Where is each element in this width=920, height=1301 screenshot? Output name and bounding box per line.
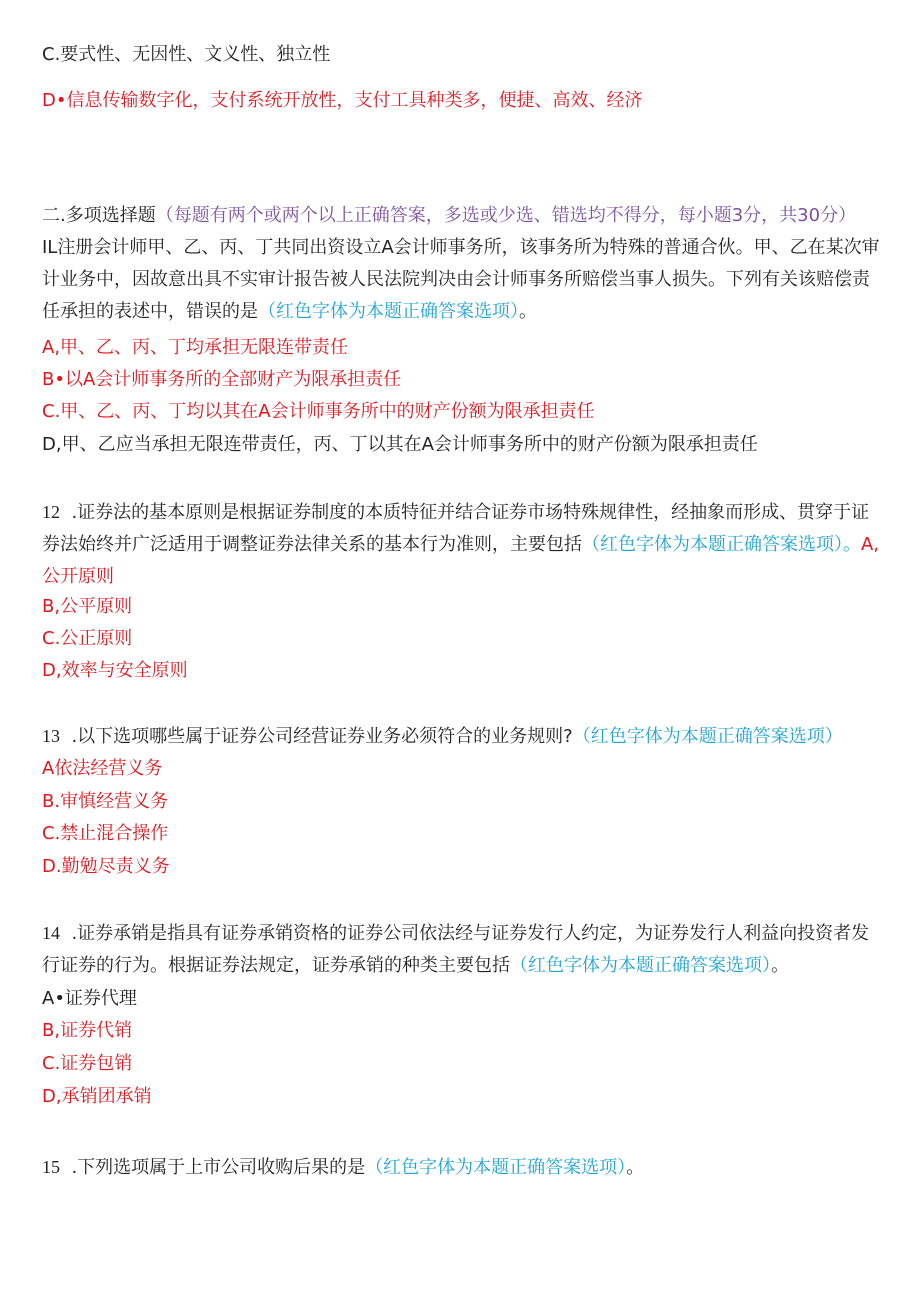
q11-hint: （红色字体为本题正确答案选项） xyxy=(258,301,519,322)
q13-option-a: A依法经营义务 xyxy=(42,758,163,779)
q11-option-b: B•以A会计师事务所的全部财产为限承担责任 xyxy=(42,369,402,390)
q13-option-c: C.禁止混合操作 xyxy=(42,823,169,844)
q11-stem-text: IL注册会计师甲、乙、丙、丁共同出资设立A会计师事务所，该事务所为特殊的普通合伙。甲、乙在某次审计业务中，因故意出具不实审计报告被人民法院判决由会计师事务所赔偿当事人损失。下列有关该赔偿责任承担的表述中，错误的是 xyxy=(42,237,880,322)
q13-hint: （红色字体为本题正确答案选项） xyxy=(572,726,843,747)
q15-stem-text: .下列选项属于上市公司收购后果的是 xyxy=(71,1157,366,1178)
q14-stem xyxy=(42,917,884,982)
q12-hint: （红色字体为本题正确答案选项）。 xyxy=(582,534,861,555)
q12-stem-text: .证券法的基本原则是根据证券制度的本质特征并结合证券市场特殊规律性，经抽象而形成、贯穿于证券法始终并广泛适用于调整证券法律关系的基本行为准则，主要包括 xyxy=(42,502,870,555)
q13-stem xyxy=(42,725,884,748)
q12-number: 12 xyxy=(42,502,60,522)
q14-option-b: B,证券代销 xyxy=(42,1020,133,1041)
q11-option-c: C.甲、乙、丙、丁均以其在A会计师事务所中的财产份额为限承担责任 xyxy=(42,401,595,422)
q13-number: 13 xyxy=(42,726,60,746)
q12-option-a: A,公开原则 xyxy=(42,534,880,587)
q12-option-b: B,公平原则 xyxy=(42,596,133,617)
q14-option-d: D,承销团承销 xyxy=(42,1086,152,1107)
q11-option-a: A,甲、乙、丙、丁均承担无限连带责任 xyxy=(42,337,349,358)
section2-title: 二.多项选择题 xyxy=(42,205,156,226)
prev-option-c: C.要式性、无因性、文义性、独立性 xyxy=(42,44,331,65)
q15-stem-end: 。 xyxy=(626,1157,645,1178)
q11-option-d: D,甲、乙应当承担无限连带责任，丙、丁以其在A会计师事务所中的财产份额为限承担责任 xyxy=(42,434,758,455)
q14-option-a: A•证券代理 xyxy=(42,988,137,1009)
q14-number: 14 xyxy=(42,923,60,943)
q13-option-d: D.勤勉尽责义务 xyxy=(42,856,170,877)
q14-hint: （红色字体为本题正确答案选项） xyxy=(510,955,771,976)
section2-heading xyxy=(42,205,884,227)
q11-stem-end: 。 xyxy=(519,301,537,322)
q13-option-b: B.审慎经营义务 xyxy=(42,791,169,812)
q14-stem-text: .证券承销是指具有证券承销资格的证券公司依法经与证券发行人约定，为证券发行人利益向投资者发行证券的行为。根据证券法规定，证券承销的种类主要包括 xyxy=(42,923,870,976)
q11-stem xyxy=(42,232,884,328)
q12-option-d: D,效率与安全原则 xyxy=(42,660,188,681)
q15-number: 15 xyxy=(42,1157,60,1177)
prev-option-d: D•信息传输数字化，支付系统开放性，支付工具种类多，便捷、高效、经济 xyxy=(42,90,643,111)
q15-hint: （红色字体为本题正确答案选项） xyxy=(365,1157,627,1178)
q13-stem-text: .以下选项哪些属于证券公司经营证券业务必须符合的业务规则? xyxy=(71,726,573,747)
q12-stem xyxy=(42,496,884,593)
q14-option-c: C.证券包销 xyxy=(42,1053,133,1074)
q15-stem xyxy=(42,1156,884,1179)
q12-option-c: C.公正原则 xyxy=(42,628,133,649)
q14-stem-end: 。 xyxy=(771,955,789,976)
section2-note: （每题有两个或两个以上正确答案，多选或少选、错选均不得分，每小题3分，共30分） xyxy=(155,205,857,226)
